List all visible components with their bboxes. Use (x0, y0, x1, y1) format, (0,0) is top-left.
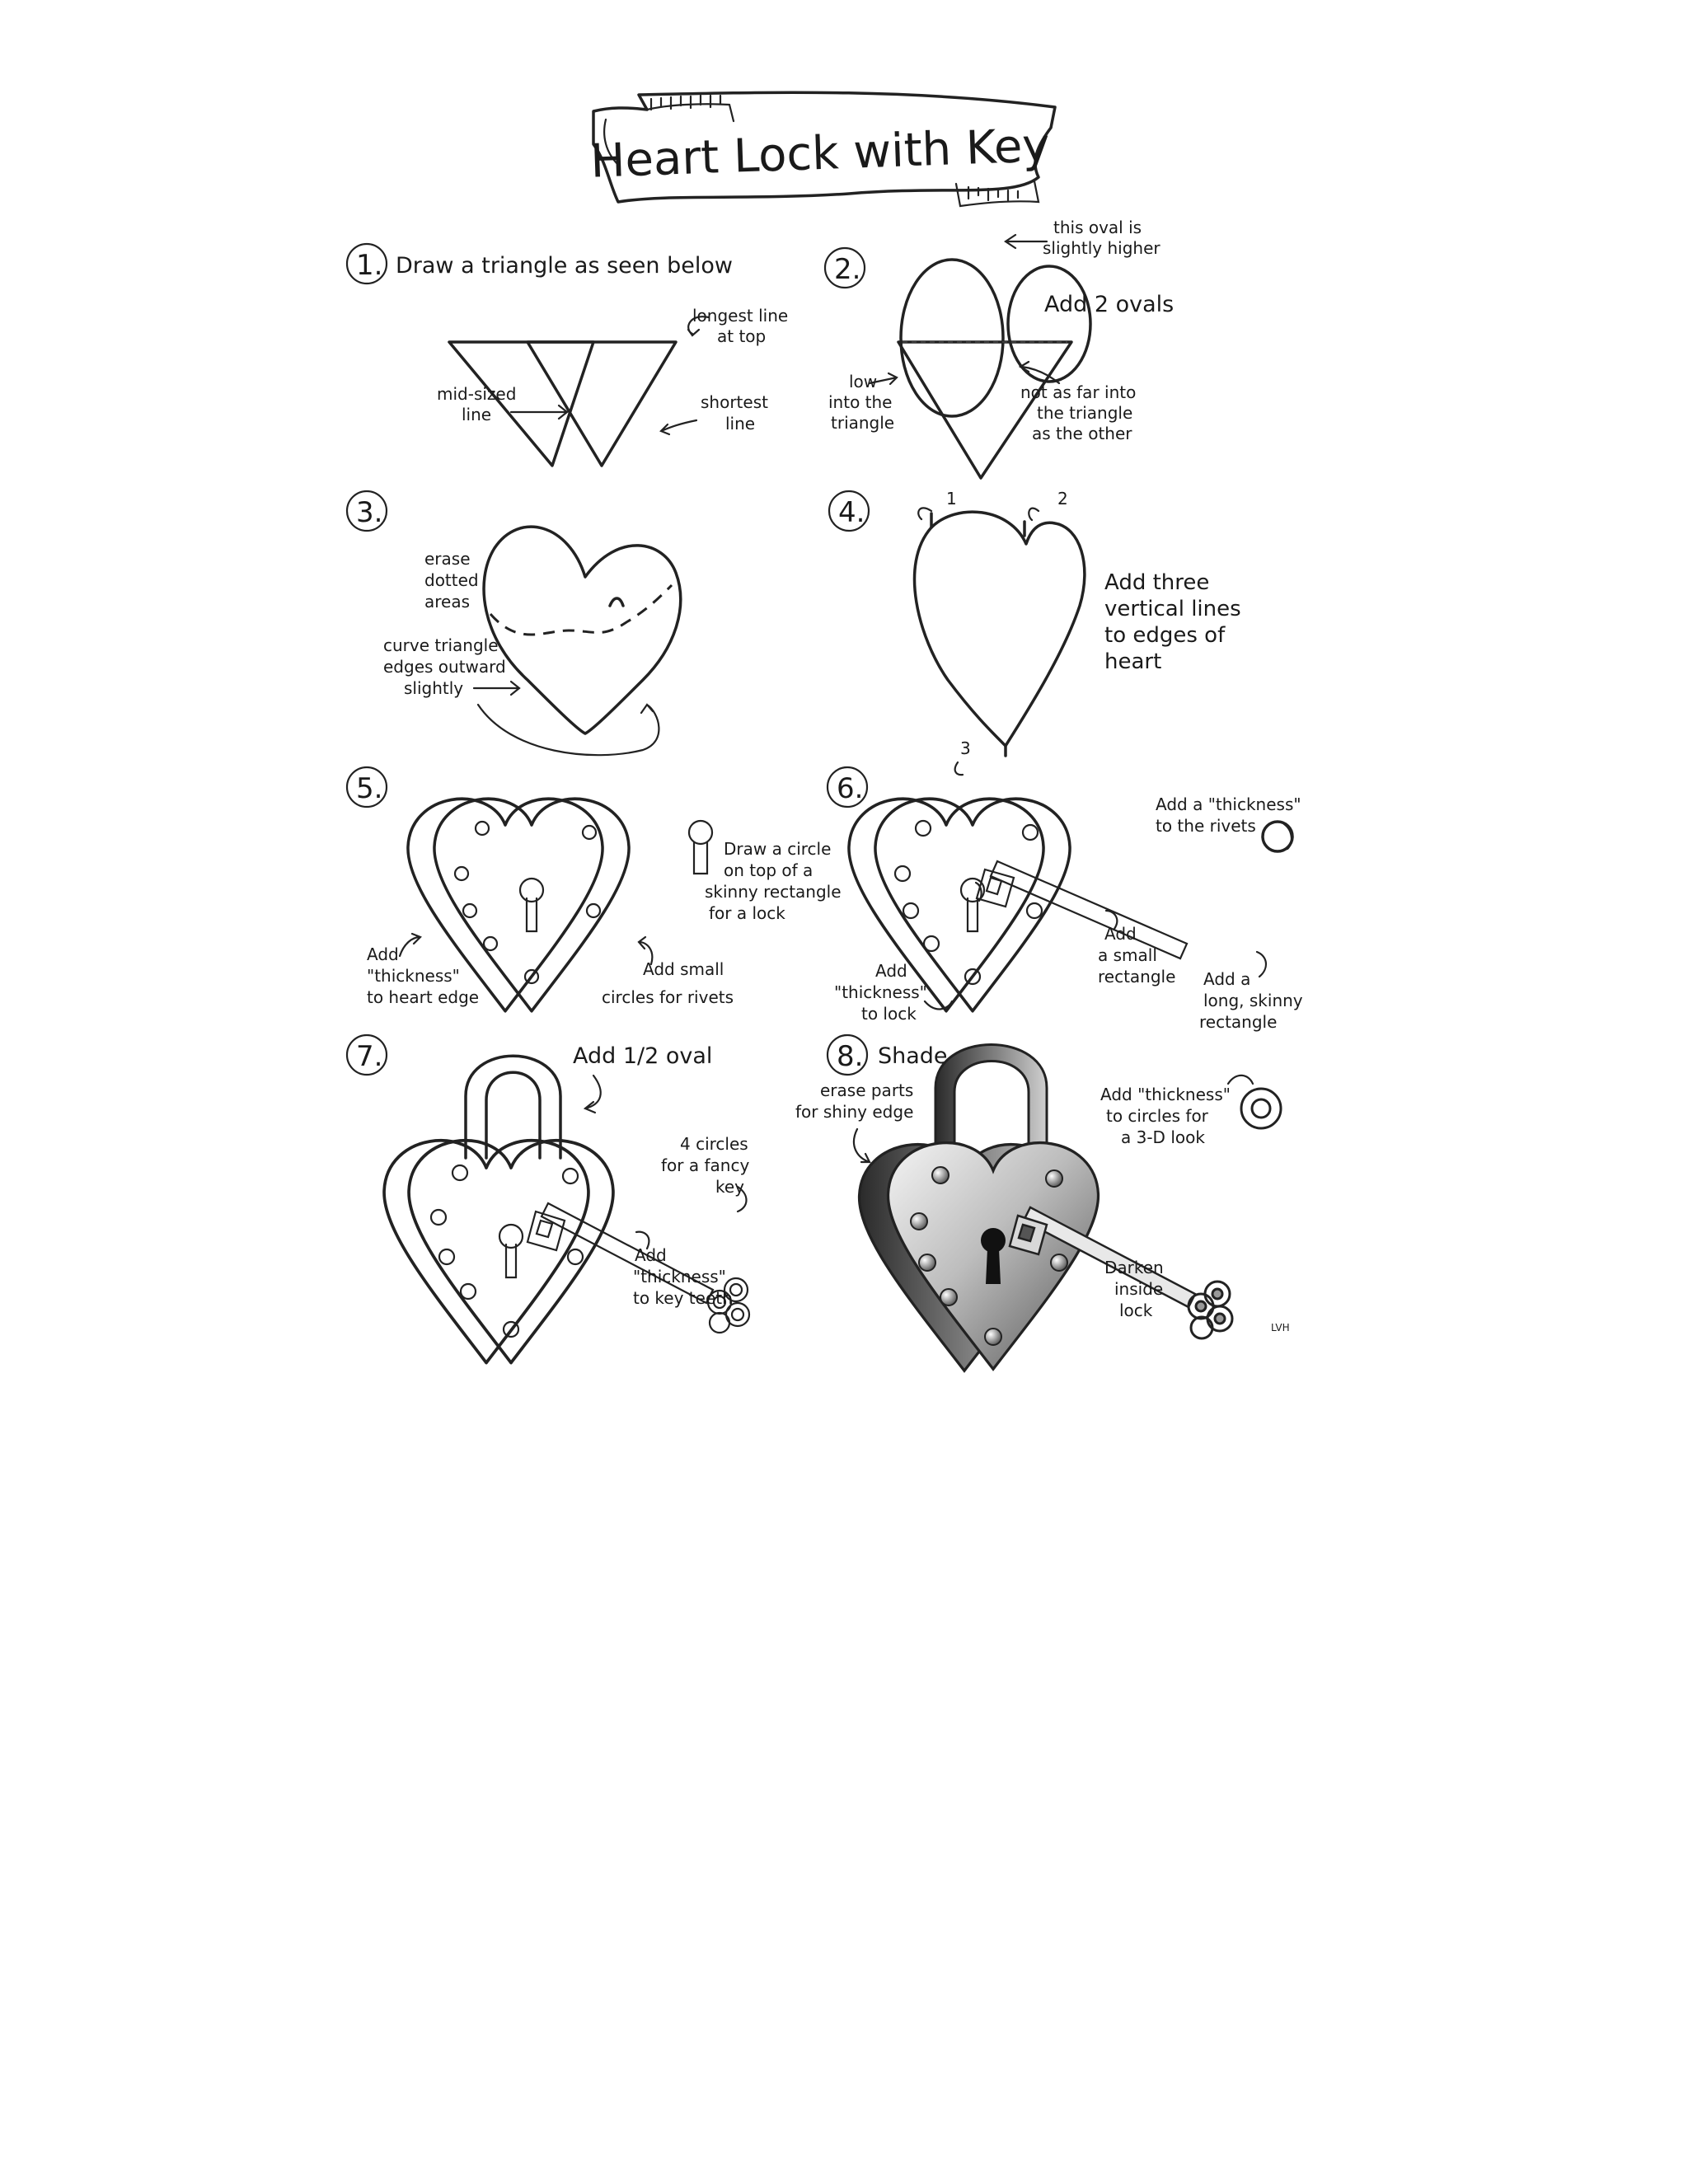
step-6 (828, 767, 1303, 1032)
svg-text:low: low (849, 372, 878, 391)
svg-text:slightly higher: slightly higher (1043, 238, 1160, 258)
svg-text:longest line: longest line (692, 306, 789, 326)
svg-text:for shiny edge: for shiny edge (795, 1102, 914, 1122)
svg-text:a 3-D look: a 3-D look (1121, 1127, 1205, 1147)
svg-text:areas: areas (424, 592, 471, 612)
step-number: 7. (356, 1040, 383, 1073)
step-number: 3. (356, 496, 383, 529)
step-number: 6. (837, 772, 864, 805)
svg-text:key: key (715, 1177, 745, 1197)
svg-text:to heart edge: to heart edge (367, 987, 480, 1007)
right-oval (1008, 266, 1090, 382)
svg-text:3: 3 (960, 738, 971, 758)
svg-text:curve triangle: curve triangle (383, 635, 499, 655)
svg-text:rectangle: rectangle (1199, 1012, 1278, 1032)
svg-text:Draw a circle: Draw a circle (724, 839, 832, 859)
svg-text:into the: into the (828, 392, 893, 412)
step-number: 1. (356, 249, 383, 282)
left-oval (901, 260, 1003, 416)
svg-text:Add a: Add a (1203, 969, 1251, 989)
svg-text:for a fancy: for a fancy (661, 1155, 750, 1175)
step-heading: Add 1/2 oval (573, 1043, 713, 1069)
svg-text:shortest: shortest (701, 392, 768, 412)
svg-text:not as far into: not as far into (1020, 382, 1137, 402)
heart-outline (915, 512, 1085, 746)
svg-text:Add three: Add three (1104, 570, 1210, 595)
svg-text:Add "thickness": Add "thickness" (1100, 1085, 1231, 1104)
key-shaft-outline (977, 861, 1187, 958)
step-5 (347, 767, 842, 1011)
svg-text:to lock: to lock (861, 1004, 917, 1024)
triangle (449, 342, 593, 466)
rivet-thick-example (1263, 822, 1292, 851)
svg-text:"thickness": "thickness" (633, 1267, 726, 1286)
triangle-outline (528, 342, 676, 466)
svg-text:for a lock: for a lock (709, 903, 785, 923)
keyhole-thick (499, 1225, 523, 1277)
step-2 (825, 218, 1174, 478)
step-8 (795, 1035, 1290, 1371)
svg-text:as the other: as the other (1032, 424, 1132, 443)
svg-text:rectangle: rectangle (1098, 967, 1176, 987)
svg-text:"thickness": "thickness" (367, 966, 460, 986)
svg-text:Add: Add (1104, 924, 1137, 944)
svg-text:dotted: dotted (424, 570, 479, 590)
svg-text:triangle: triangle (831, 413, 895, 433)
svg-text:the triangle: the triangle (1037, 403, 1133, 423)
svg-text:Add small: Add small (643, 959, 724, 979)
svg-text:to the rivets: to the rivets (1156, 816, 1256, 836)
svg-text:circles for rivets: circles for rivets (602, 987, 734, 1007)
step-4 (829, 489, 1241, 775)
svg-text:on top of a: on top of a (724, 860, 814, 880)
svg-text:Add: Add (635, 1245, 667, 1265)
svg-text:to circles for: to circles for (1106, 1106, 1208, 1126)
step-number: 2. (834, 253, 861, 286)
svg-text:1: 1 (946, 489, 957, 509)
title-banner (589, 92, 1055, 206)
svg-text:this oval is: this oval is (1053, 218, 1142, 237)
svg-text:inside: inside (1114, 1279, 1164, 1299)
svg-text:"thickness": "thickness" (834, 982, 927, 1002)
dotted-erase-area (490, 585, 672, 635)
svg-text:Darken: Darken (1104, 1258, 1164, 1277)
page-title: Heart Lock with Key (589, 119, 1051, 189)
svg-text:lock: lock (1119, 1301, 1153, 1320)
svg-text:to edges of: to edges of (1104, 623, 1226, 648)
svg-text:at top: at top (717, 326, 767, 346)
svg-text:mid-sized: mid-sized (437, 384, 517, 404)
svg-text:Add: Add (875, 961, 907, 981)
step-number: 4. (838, 496, 865, 529)
lock-example (689, 821, 712, 874)
svg-text:erase: erase (424, 549, 471, 569)
svg-text:Add: Add (367, 944, 399, 964)
step-3 (347, 491, 681, 755)
shackle-shaded (935, 1045, 1047, 1155)
svg-text:a small: a small (1098, 945, 1157, 965)
step-heading: Shade (878, 1043, 948, 1069)
svg-text:skinny rectangle: skinny rectangle (705, 882, 842, 902)
svg-text:2: 2 (1057, 489, 1068, 509)
svg-text:edges outward: edges outward (383, 657, 506, 677)
svg-text:4 circles: 4 circles (680, 1134, 748, 1154)
step-7 (347, 1035, 749, 1363)
step-number: 5. (356, 772, 383, 805)
svg-text:line: line (725, 414, 756, 434)
fancy-key-bow-shaded (1189, 1282, 1232, 1338)
svg-text:long, skinny: long, skinny (1203, 991, 1303, 1010)
svg-text:heart: heart (1104, 649, 1162, 674)
keyhole-outline (520, 879, 543, 931)
step-number: 8. (837, 1040, 864, 1073)
artist-signature: LVH (1271, 1322, 1290, 1333)
svg-text:vertical lines: vertical lines (1104, 597, 1241, 621)
svg-text:line: line (462, 405, 492, 424)
tutorial-artwork (321, 62, 1352, 1397)
step-heading: Add 2 ovals (1044, 292, 1175, 317)
step-heading: Draw a triangle as seen below (396, 253, 733, 279)
svg-text:erase parts: erase parts (820, 1080, 914, 1100)
svg-text:to key teeth: to key teeth (633, 1288, 733, 1308)
svg-text:Add a "thickness": Add a "thickness" (1156, 794, 1301, 814)
rivet-3d-example (1241, 1089, 1281, 1128)
svg-text:slightly: slightly (404, 678, 464, 698)
step-1 (347, 244, 788, 466)
drawing-tutorial-sheet (321, 62, 1352, 1397)
